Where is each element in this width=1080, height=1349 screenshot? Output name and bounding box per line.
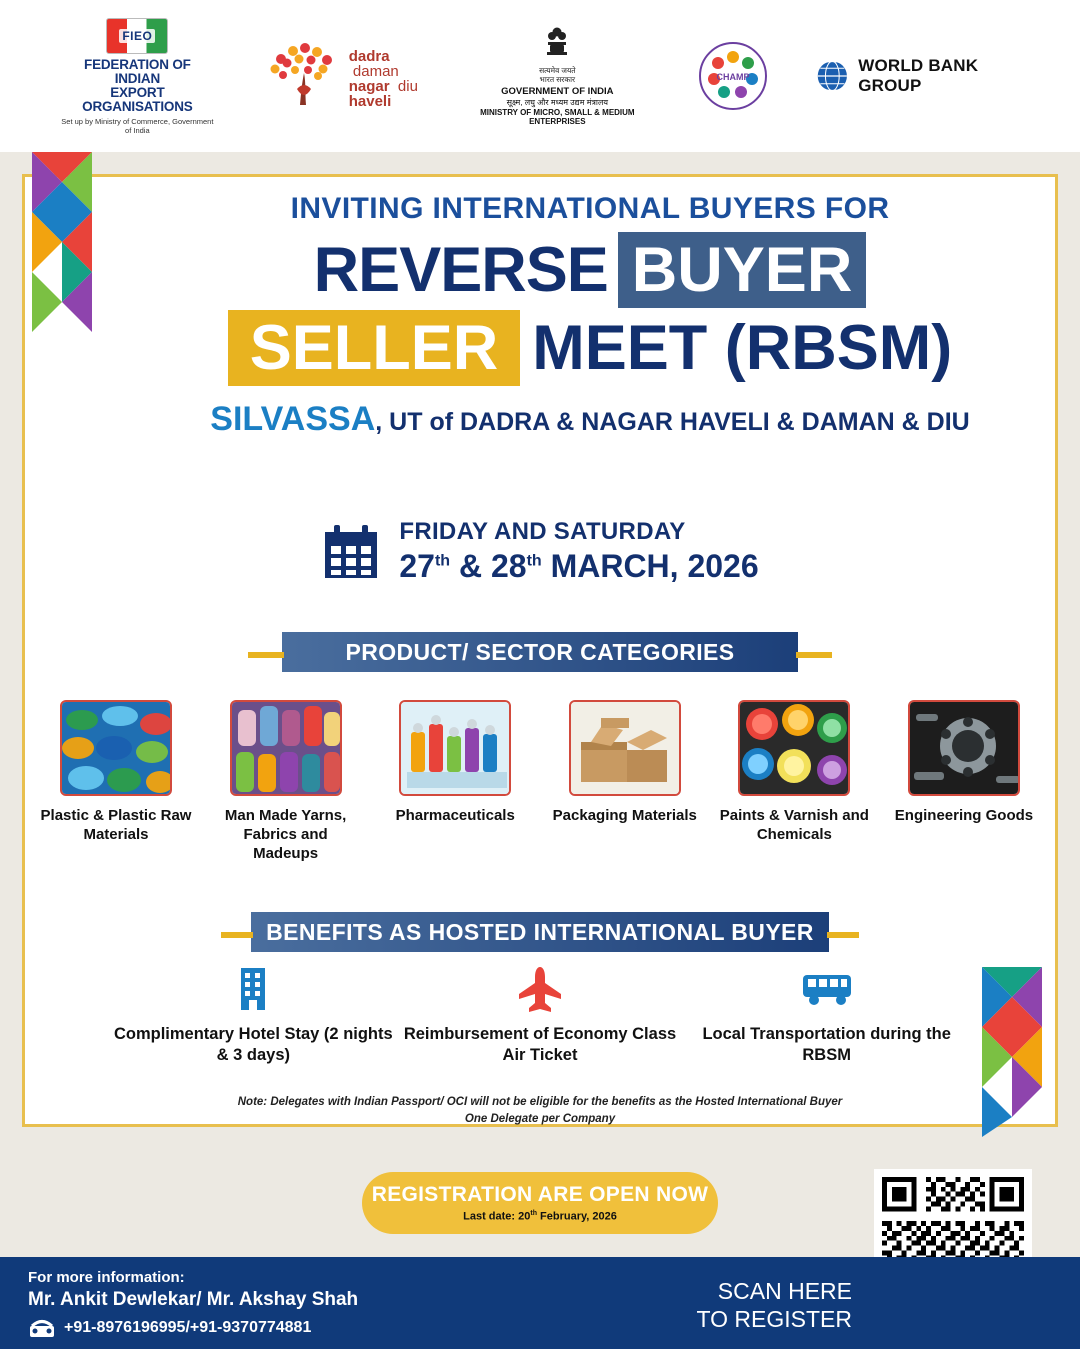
dnh-word-haveli: haveli (348, 93, 392, 110)
svg-text:CHAMP: CHAMP (716, 72, 750, 82)
footer-phone-numbers: +91-8976196995/+91-9370774881 (64, 1319, 312, 1336)
registration-last-date (463, 1210, 617, 1223)
eligibility-note (0, 1094, 1080, 1128)
champions-icon (696, 39, 770, 113)
benefit-label: Complimentary Hotel Stay (2 nights & 3 days) (113, 1025, 393, 1064)
emblem-gov-hindi: भारत सरकार (539, 75, 576, 84)
registration-qr-code[interactable] (874, 1169, 1032, 1257)
poster-body (0, 152, 1080, 1257)
logo-fieo (60, 18, 215, 135)
title-row-2 (140, 310, 1040, 386)
fieo-title-line2: EXPORT ORGANISATIONS (82, 84, 193, 114)
dnh-word-dadra: dadra (348, 48, 390, 65)
category-label: Packaging Materials (552, 807, 697, 824)
date-sup-1: th (434, 552, 451, 570)
benefits-list (110, 964, 970, 1066)
dnh-wordmark (349, 49, 419, 109)
benefit-item (397, 964, 684, 1066)
footer-contact-names: Mr. Ankit Dewlekar/ Mr. Akshay Shah (28, 1289, 359, 1310)
fieo-icon (106, 18, 168, 54)
products-banner: PRODUCT/ SECTOR CATEGORIES (282, 632, 798, 672)
benefits-banner: BENEFITS AS HOSTED INTERNATIONAL BUYER (251, 912, 829, 952)
category-item (718, 700, 870, 844)
note-line-1: Note: Delegates with Indian Passport/ OCI will not be eligible for the benefits as the Hosted International Buyer (237, 1096, 843, 1108)
category-item (888, 700, 1040, 825)
inviting-line: INVITING INTERNATIONAL BUYERS FOR (290, 192, 890, 225)
national-emblem-icon (543, 26, 571, 66)
logo-ministry-msme (465, 26, 649, 126)
category-label: Man Made Yarns, Fabrics and Madeups (224, 807, 347, 862)
ministry-english-label: MINISTRY OF MICRO, SMALL & MEDIUM ENTERPRISES (480, 108, 635, 126)
category-item (549, 700, 701, 825)
tree-icon (261, 43, 347, 109)
location-city: SILVASSA (210, 400, 376, 438)
logo-strip (0, 0, 1080, 152)
dnh-word-nagar: nagar (348, 78, 390, 95)
logo-dnh-daman-diu (261, 43, 419, 109)
fieo-title-line1: FEDERATION OF INDIAN (84, 56, 191, 86)
title-word-seller: SELLER (228, 310, 521, 386)
title-word-buyer: BUYER (618, 232, 867, 308)
benefit-item (110, 964, 397, 1066)
footer-bar (0, 1257, 1080, 1349)
airplane-icon (514, 965, 566, 1013)
category-item (379, 700, 531, 825)
category-label: Pharmaceuticals (395, 807, 515, 824)
last-date-prefix: Last date: 20 (463, 1210, 531, 1223)
gov-of-india-label: GOVERNMENT OF INDIA (501, 86, 614, 97)
pharma-vials-photo (399, 700, 511, 796)
footer-phone-row (28, 1316, 358, 1340)
fieo-subtitle: Set up by Ministry of Commerce, Government of India (61, 116, 214, 135)
machine-parts-photo (908, 700, 1020, 796)
category-label: Engineering Goods (894, 807, 1034, 824)
category-label: Paints & Varnish and Chemicals (719, 807, 869, 843)
dnh-word-diu: diu (397, 78, 418, 95)
last-date-suffix: February, 2026 (536, 1210, 617, 1223)
paint-cans-photo (738, 700, 850, 796)
fieo-mark-text: FIEO (119, 29, 155, 43)
last-date-sup: th (530, 1210, 537, 1218)
benefit-item (683, 964, 970, 1066)
category-list (40, 700, 1040, 863)
date-sup-2: th (526, 552, 542, 570)
ministry-hindi-label: सूक्ष्म, लघु और मध्यम उद्यम मंत्रालय (506, 98, 609, 107)
cardboard-boxes-photo (569, 700, 681, 796)
title-row-1 (140, 232, 1040, 308)
world-bank-label: WORLD BANK GROUP (858, 56, 979, 95)
note-line-2: One Delegate per Company (464, 1113, 616, 1125)
scan-line-1: SCAN HERE (717, 1278, 852, 1304)
yarn-spools-photo (230, 700, 342, 796)
logo-champions (696, 39, 770, 113)
qr-code-icon (882, 1177, 1024, 1257)
category-item (210, 700, 362, 863)
date-end: MARCH, 2026 (541, 548, 759, 584)
tangram-decoration-top-left (14, 152, 144, 342)
title-word-reverse: REVERSE (313, 235, 608, 305)
benefit-label: Reimbursement of Economy Class Air Ticket (403, 1025, 677, 1064)
benefit-label: Local Transportation during the RBSM (702, 1025, 951, 1064)
registration-banner[interactable] (362, 1172, 718, 1234)
category-item (40, 700, 192, 844)
emblem-motto: सत्यमेव जयते (539, 66, 576, 75)
plastic-bottles-photo (60, 700, 172, 796)
category-label: Plastic & Plastic Raw Materials (40, 807, 192, 843)
date-full (399, 548, 758, 585)
date-days: FRIDAY AND SATURDAY (399, 518, 686, 545)
location-rest: , UT of DADRA & NAGAR HAVELI & DAMAN & DIU (375, 408, 970, 436)
date-mid: & 28 (450, 548, 527, 584)
hotel-building-icon (233, 964, 273, 1014)
registration-headline: REGISTRATION ARE OPEN NOW (371, 1183, 709, 1207)
globe-icon (816, 57, 849, 95)
headline-block (140, 192, 1040, 439)
logo-world-bank-group (816, 56, 1020, 96)
telephone-icon (28, 1316, 56, 1340)
calendar-icon (321, 522, 381, 582)
date-main: 27 (399, 548, 435, 584)
footer-info-label: For more information: (28, 1269, 185, 1286)
scan-here-text (697, 1277, 853, 1333)
location-line (140, 400, 1040, 439)
title-word-meet: MEET (RBSM) (532, 313, 953, 383)
bus-icon (799, 969, 855, 1009)
dnh-word-daman: daman (352, 63, 399, 80)
date-block (0, 518, 1080, 585)
footer-contact-block (28, 1269, 358, 1340)
scan-line-2: TO REGISTER (696, 1306, 852, 1332)
